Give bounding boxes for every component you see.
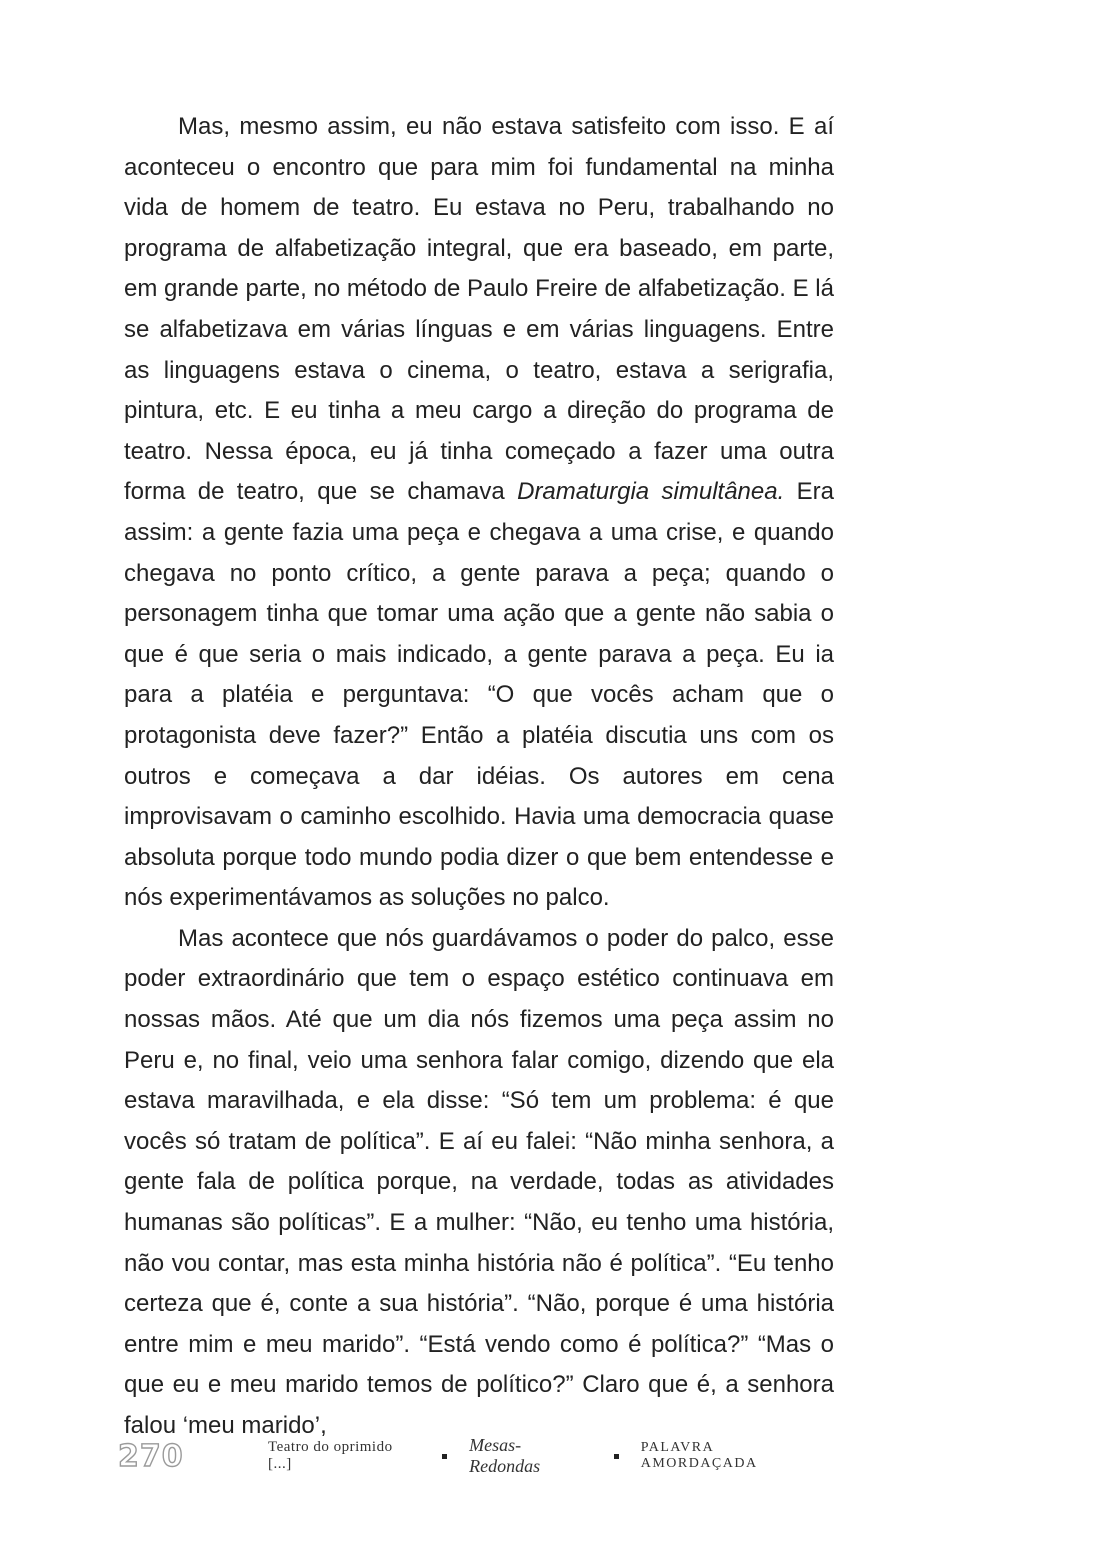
paragraph-1-text-start: Mas, mesmo assim, eu não estava satisfeito com isso. E aí aconteceu o encontro que para mim foi fundamental na minha vida de homem de teatro. Eu estava no Peru, trabalhando no programa de alfabetização integral, que era baseado, em parte, em grande parte, no método de Paulo Freire de alfabetização. E lá se alfabetizava em várias línguas e em várias linguagens. Entre as linguagens estava o cinema, o teatro, estava a serigrafia, pintura, etc. E eu tinha a meu cargo a direção do programa de teatro. Nessa época, eu já tinha começado a fazer uma outra forma de teatro, que se chamava: [124, 113, 834, 506]
bullet-separator-icon: [614, 1454, 619, 1459]
footer-book-title: Teatro do oprimido [...]: [268, 1439, 393, 1472]
paragraph-1: [124, 107, 834, 919]
page-footer: [118, 1436, 834, 1476]
italic-term: Dramaturgia simultânea.: [517, 478, 785, 506]
footer-section-title: Mesas-Redondas: [469, 1435, 541, 1476]
paragraph-2: Mas acontece que nós guardávamos o poder do palco, esse poder extraordinário que tem o espaço estético continuava em nossas mãos. Até que um dia nós fizemos uma peça assim no Peru e, no final, veio uma senhora falar comigo, dizendo que ela estava maravilhada, e ela disse: “Só tem um problema: é que vocês só tratam de política”. E aí eu falei: “Não minha senhora, a gente fala de política porque, na verdade, todas as atividades humanas são políticas”. E a mulher: “Não, eu tenho uma história, não vou contar, mas esta minha história não é política”. “Eu tenho certeza que é, conte a sua história”. “Não, porque é uma história entre mim e meu marido”. “Está vendo como é política?” “Mas o que eu e meu marido temos de político?” Claro que é, a senhora falou ‘meu marido’,: [124, 924, 834, 1439]
body-text: [124, 107, 834, 1447]
bullet-separator-icon: [442, 1454, 447, 1459]
page-number: 270: [118, 1438, 184, 1474]
footer-chapter-title: PALAVRA AMORDAÇADA: [640, 1440, 758, 1471]
running-footer: [268, 1435, 834, 1477]
paragraph-1-text-end: Era assim: a gente fazia uma peça e chegava a uma crise, e quando chegava no ponto crítico, a gente parava a peça; quando o personagem tinha que tomar uma ação que a gente não sabia o que é que seria o mais indicado, a gente parava a peça. Eu ia para a platéia e perguntava: “O que vocês acham que o protagonista deve fazer?” Então a platéia discutia uns com os outros e começava a dar idéias. Os autores em cena improvisavam o caminho escolhido. Havia uma democracia quase absoluta porque todo mundo podia dizer o que bem entendesse e nós experimentávamos as soluções no palco.: [124, 478, 834, 912]
